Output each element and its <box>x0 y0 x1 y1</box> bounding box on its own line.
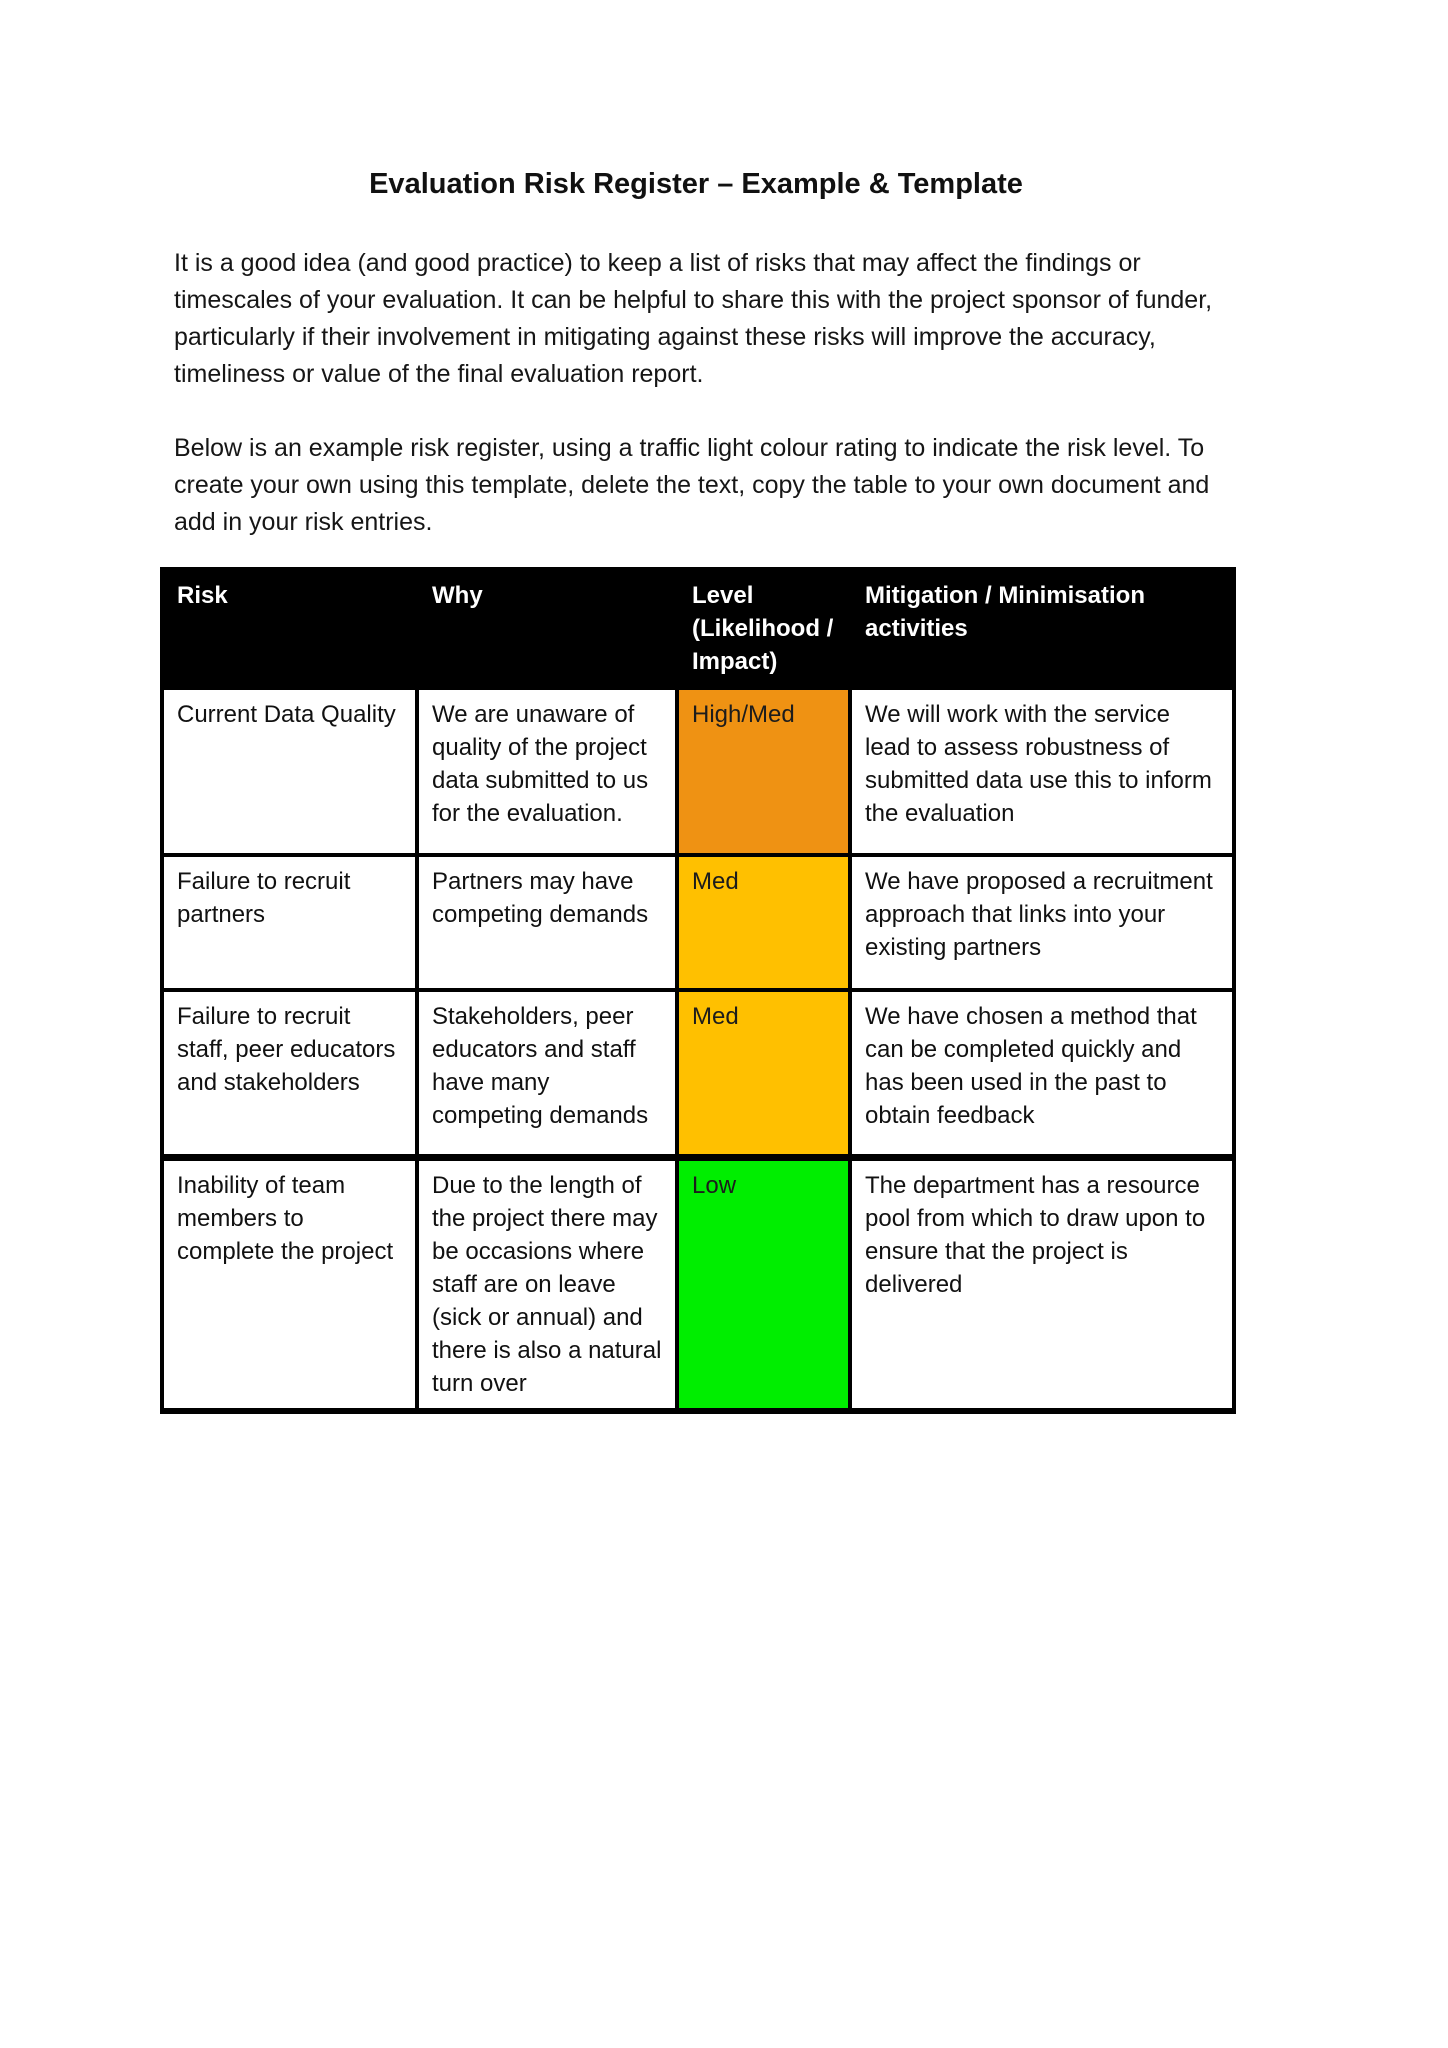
column-header-level: Level (Likelihood / Impact) <box>677 569 850 688</box>
risk-cell: Inability of team members to complete the project <box>162 1157 417 1411</box>
why-cell: Stakeholders, peer educators and staff have many competing demands <box>417 990 677 1157</box>
column-header-why: Why <box>417 569 677 688</box>
risk-cell: Current Data Quality <box>162 688 417 855</box>
mitigation-cell: We have chosen a method that can be completed quickly and has been used in the past to obtain feedback <box>850 990 1234 1157</box>
table-row-failure-recruit-partners <box>162 855 1234 990</box>
level-cell: Med <box>677 990 850 1157</box>
page-title: Evaluation Risk Register – Example & Template <box>369 168 1023 200</box>
column-header-risk: Risk <box>162 569 417 688</box>
intro-paragraph-1: It is a good idea (and good practice) to keep a list of risks that may affect the findings or timescales of your evaluation. It can be helpful to share this with the project sponsor of funder, particularly if their involvement in mitigating against these risks will improve the accuracy, timeliness or value of the final evaluation report. <box>174 249 1213 388</box>
mitigation-cell: We will work with the service lead to assess robustness of submitted data use this to inform the evaluation <box>850 688 1234 855</box>
why-cell: Due to the length of the project there may be occasions where staff are on leave (sick or annual) and there is also a natural turn over <box>417 1157 677 1411</box>
mitigation-cell: We have proposed a recruitment approach that links into your existing partners <box>850 855 1234 990</box>
why-cell: Partners may have competing demands <box>417 855 677 990</box>
table-row-failure-recruit-staff <box>162 990 1234 1157</box>
table-row-inability-complete-project <box>162 1157 1234 1411</box>
mitigation-cell: The department has a resource pool from which to draw upon to ensure that the project is delivered <box>850 1157 1234 1411</box>
column-header-mitigation: Mitigation / Minimisation activities <box>850 569 1234 688</box>
level-cell: High/Med <box>677 688 850 855</box>
table-row-current-data-quality <box>162 688 1234 855</box>
why-cell: We are unaware of quality of the project data submitted to us for the evaluation. <box>417 688 677 855</box>
intro-paragraph-2: Below is an example risk register, using a traffic light colour rating to indicate the risk level. To create your own using this template, delete the text, copy the table to your own document and add in your risk entries. <box>174 434 1210 536</box>
risk-register-table <box>160 567 1236 1414</box>
document-page <box>160 0 1232 1414</box>
table-header-row <box>162 569 1234 688</box>
risk-cell: Failure to recruit staff, peer educators and stakeholders <box>162 990 417 1157</box>
level-cell: Low <box>677 1157 850 1411</box>
level-cell: Med <box>677 855 850 990</box>
risk-cell: Failure to recruit partners <box>162 855 417 990</box>
